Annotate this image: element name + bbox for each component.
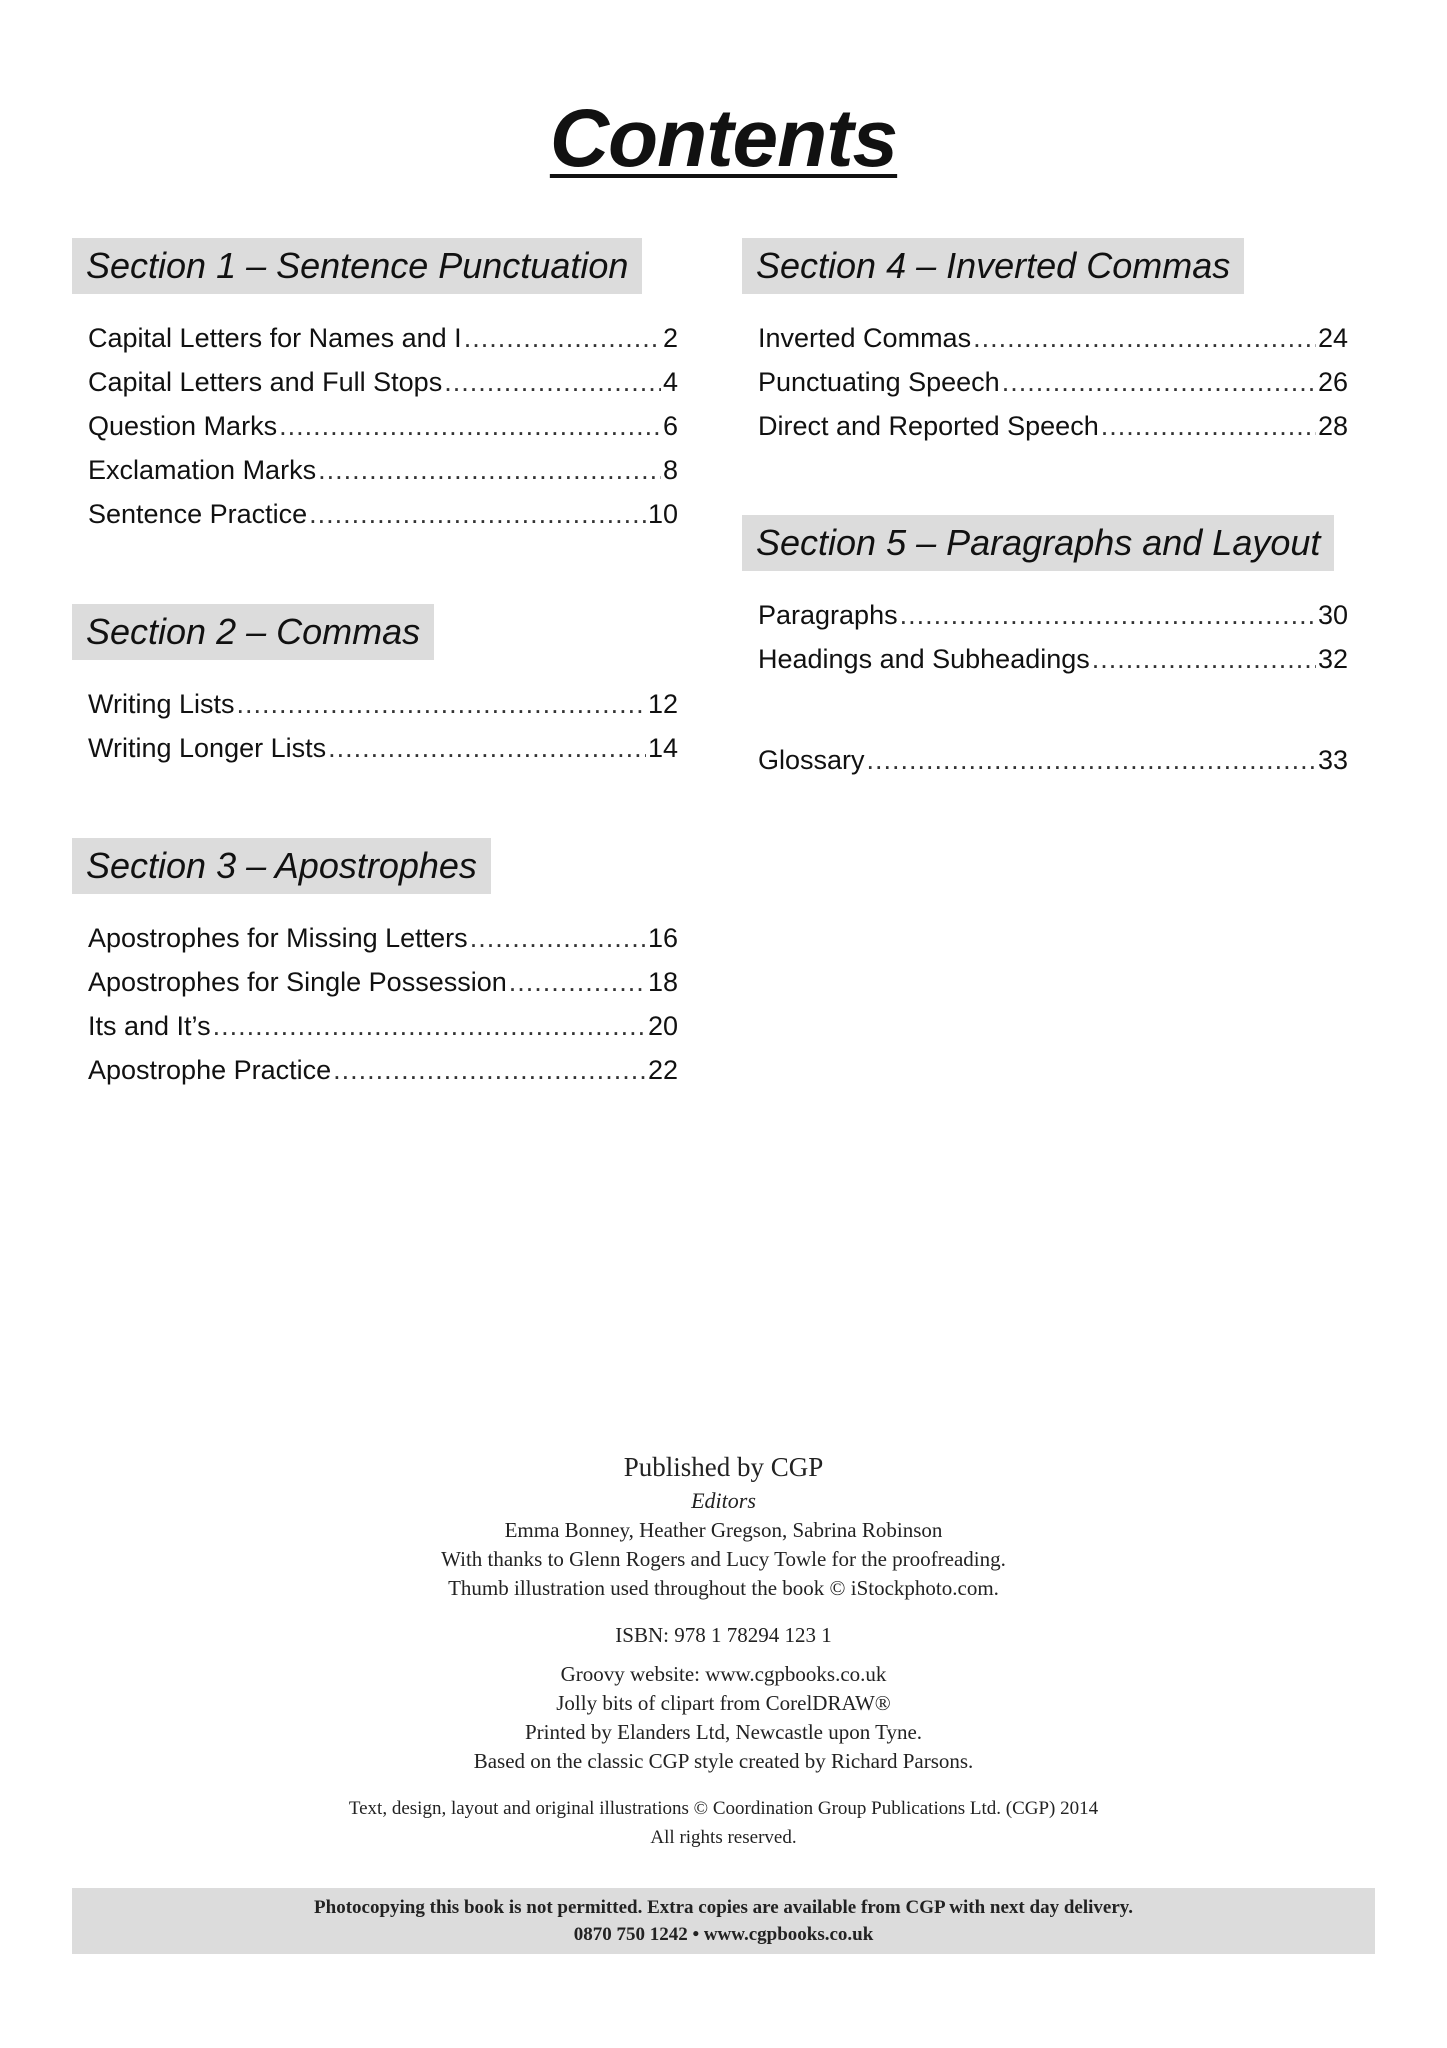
dot-leader — [328, 726, 646, 770]
toc-entry[interactable] — [758, 404, 1348, 448]
entry-label: Inverted Commas — [758, 323, 972, 353]
entry-page: 2 — [662, 323, 678, 353]
toc-entry[interactable] — [88, 448, 678, 492]
publisher-info — [0, 1448, 1447, 1852]
rights-line: All rights reserved. — [650, 1827, 797, 1848]
dot-leader — [464, 316, 661, 360]
entry-page: 22 — [647, 1055, 678, 1085]
entry-label: Exclamation Marks — [88, 455, 317, 485]
section-1 — [72, 238, 682, 536]
dot-leader — [1101, 404, 1316, 448]
entry-label: Its and It’s — [88, 1011, 211, 1041]
dot-leader — [279, 404, 661, 448]
page-title: Contents — [549, 93, 898, 184]
section-heading: Section 4 – Inverted Commas — [742, 238, 1244, 294]
clipart-credit: Jolly bits of clipart from CorelDRAW® — [556, 1691, 891, 1715]
dot-leader — [867, 738, 1316, 782]
entry-page: 24 — [1317, 323, 1348, 353]
toc-entry[interactable] — [88, 404, 678, 448]
entry-page: 6 — [662, 411, 678, 441]
section-heading: Section 3 – Apostrophes — [72, 838, 491, 894]
entry-label: Writing Lists — [88, 689, 235, 719]
toc-entry[interactable] — [758, 593, 1348, 637]
entry-page: 20 — [647, 1011, 678, 1041]
entry-page: 28 — [1317, 411, 1348, 441]
entry-page: 32 — [1317, 644, 1348, 674]
toc-entry[interactable] — [88, 492, 678, 536]
style-credit: Based on the classic CGP style created by Richard Parsons. — [473, 1749, 974, 1773]
entry-label: Apostrophe Practice — [88, 1055, 332, 1085]
entry-page: 10 — [647, 499, 678, 529]
entry-label: Question Marks — [88, 411, 278, 441]
website: Groovy website: www.cgpbooks.co.uk — [560, 1662, 887, 1686]
dot-leader — [900, 593, 1316, 637]
notice-line-2: 0870 750 1242 • www.cgpbooks.co.uk — [573, 1924, 874, 1945]
editors-label: Editors — [691, 1488, 756, 1513]
toc-entry[interactable] — [88, 960, 678, 1004]
section-2 — [72, 604, 682, 770]
published-by: Published by CGP — [623, 1452, 824, 1482]
dot-leader — [470, 916, 646, 960]
dot-leader — [509, 960, 646, 1004]
section-heading: Section 2 – Commas — [72, 604, 434, 660]
section-entries — [742, 316, 1348, 448]
toc-entry[interactable] — [88, 360, 678, 404]
entry-page: 14 — [647, 733, 678, 763]
toc-entry[interactable] — [758, 360, 1348, 404]
dot-leader — [333, 1048, 646, 1092]
dot-leader — [444, 360, 661, 404]
illustration-credit: Thumb illustration used throughout the book © iStockphoto.com. — [448, 1576, 999, 1600]
proofreading-thanks: With thanks to Glenn Rogers and Lucy Towle for the proofreading. — [441, 1547, 1006, 1571]
copyright-line: Text, design, layout and original illustrations © Coordination Group Publications Ltd. (CGP) 2014 — [348, 1798, 1099, 1819]
entry-label: Capital Letters and Full Stops — [88, 367, 443, 397]
section-4 — [742, 238, 1352, 448]
section-heading: Section 5 – Paragraphs and Layout — [742, 515, 1334, 571]
toc-entry[interactable] — [758, 637, 1348, 681]
glossary-section — [742, 738, 1352, 782]
glossary-entries — [742, 738, 1348, 782]
toc-entry[interactable] — [88, 726, 678, 770]
toc-entry[interactable] — [88, 682, 678, 726]
entry-label: Apostrophes for Single Possession — [88, 967, 507, 997]
entry-page: 16 — [647, 923, 678, 953]
entry-label: Headings and Subheadings — [758, 644, 1090, 674]
entry-page: 30 — [1317, 600, 1348, 630]
dot-leader — [1002, 360, 1316, 404]
editors-names: Emma Bonney, Heather Gregson, Sabrina Robinson — [504, 1518, 943, 1542]
notice-line-1: Photocopying this book is not permitted. Extra copies are available from CGP with next day delivery. — [314, 1897, 1133, 1918]
section-heading: Section 1 – Sentence Punctuation — [72, 238, 642, 294]
dot-leader — [213, 1004, 646, 1048]
section-entries — [72, 316, 678, 536]
toc-entry[interactable] — [758, 316, 1348, 360]
isbn: ISBN: 978 1 78294 123 1 — [615, 1623, 832, 1647]
section-3 — [72, 838, 682, 1092]
section-entries — [72, 916, 678, 1092]
entry-label: Sentence Practice — [88, 499, 308, 529]
toc-entry-glossary[interactable] — [758, 738, 1348, 782]
dot-leader — [309, 492, 646, 536]
entry-page: 4 — [662, 367, 678, 397]
entry-label: Paragraphs — [758, 600, 898, 630]
entry-page: 12 — [647, 689, 678, 719]
toc-entry[interactable] — [88, 1004, 678, 1048]
dot-leader — [318, 448, 661, 492]
entry-page: 33 — [1317, 745, 1348, 775]
entry-label: Punctuating Speech — [758, 367, 1000, 397]
section-entries — [742, 593, 1348, 681]
entry-page: 8 — [662, 455, 678, 485]
printer-credit: Printed by Elanders Ltd, Newcastle upon Tyne. — [524, 1720, 923, 1744]
entry-label: Capital Letters for Names and I — [88, 323, 462, 353]
entry-label: Glossary — [758, 745, 865, 775]
photocopy-notice — [72, 1888, 1375, 1954]
entry-page: 26 — [1317, 367, 1348, 397]
toc-entry[interactable] — [88, 1048, 678, 1092]
section-entries — [72, 682, 678, 770]
entry-label: Apostrophes for Missing Letters — [88, 923, 468, 953]
entry-label: Direct and Reported Speech — [758, 411, 1099, 441]
toc-entry[interactable] — [88, 316, 678, 360]
dot-leader — [237, 682, 646, 726]
toc-entry[interactable] — [88, 916, 678, 960]
entry-label: Writing Longer Lists — [88, 733, 327, 763]
entry-page: 18 — [647, 967, 678, 997]
dot-leader — [973, 316, 1316, 360]
dot-leader — [1092, 637, 1316, 681]
section-5 — [742, 515, 1352, 681]
